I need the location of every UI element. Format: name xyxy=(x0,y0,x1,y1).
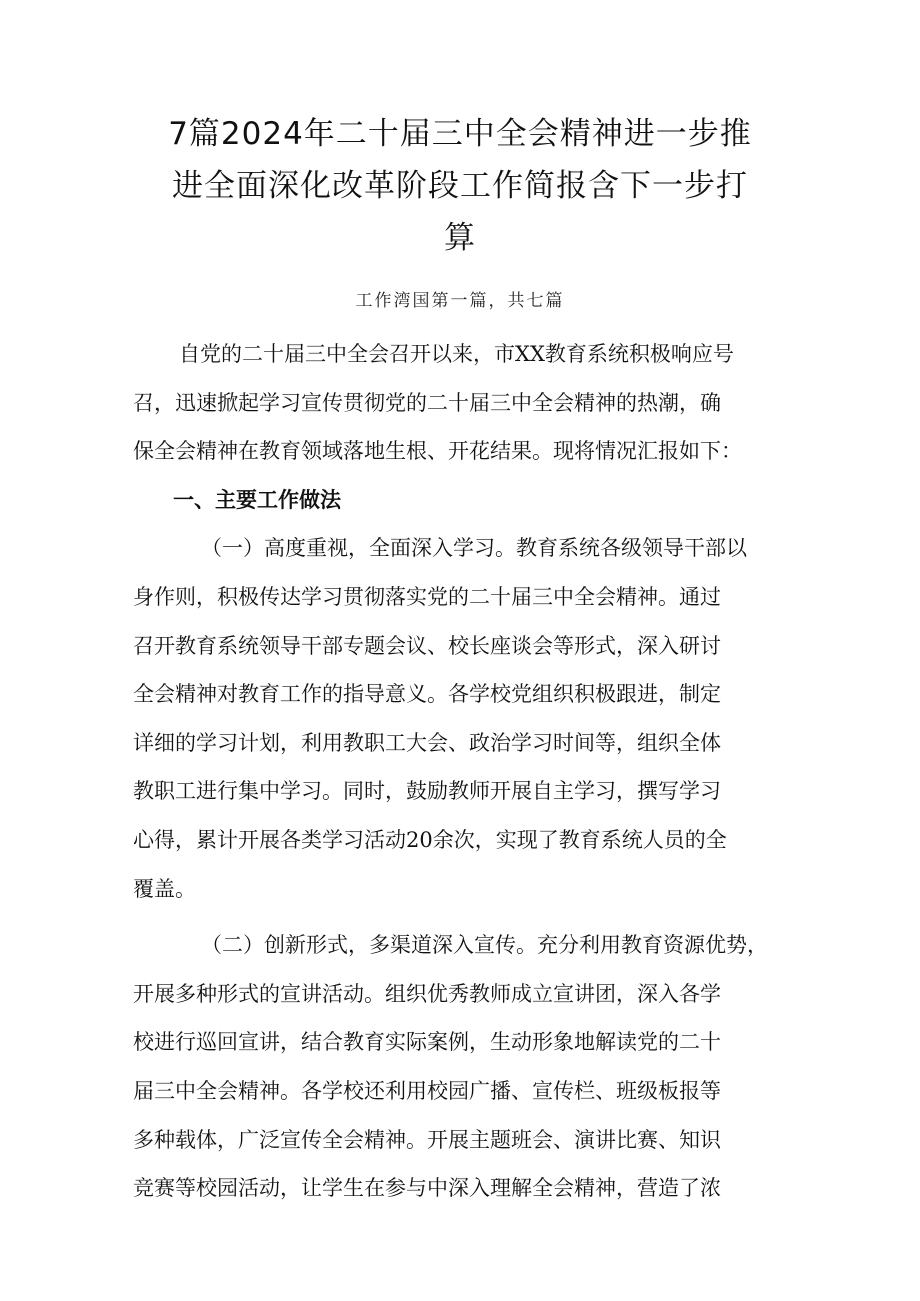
text-line: （二）创新形式，多渠道深入宣传。充分利用教育资源优势， xyxy=(201,933,768,958)
text-line: 详细的学习计划，利用教职工大会、政治学习时间等，组织全体 xyxy=(133,730,721,755)
text-line: 校进行巡回宣讲，结合教育实际案例，生动形象地解读党的二十 xyxy=(133,1030,721,1055)
text-line: 自党的二十届三中全会召开以来，市XX教育系统积极响应号 xyxy=(179,342,734,366)
paragraph-study xyxy=(133,524,799,913)
title-line: 算 xyxy=(444,220,476,256)
text-line: 覆盖。 xyxy=(133,876,196,901)
paragraph-intro xyxy=(133,330,799,476)
paragraph-gap xyxy=(133,913,799,921)
text-line: 多种载体，广泛宣传全会精神。开展主题班会、演讲比赛、知识 xyxy=(133,1127,721,1152)
text-line: 届三中全会精神。各学校还利用校园广播、宣传栏、班级板报等 xyxy=(133,1078,721,1103)
text-line: 召，迅速掀起学习宣传贯彻党的二十届三中全会精神的热潮，确 xyxy=(133,390,721,415)
document-body xyxy=(133,330,799,1213)
text-line: 全会精神对教育工作的指导意义。各学校党组织积极跟进，制定 xyxy=(133,682,721,707)
text-line: 心得，累计开展各类学习活动20余次，实现了教育系统人员的全 xyxy=(133,827,727,852)
text-line: （一）高度重视，全面深入学习。教育系统各级领导干部以 xyxy=(201,536,747,561)
section-heading: 一、主要工作做法 xyxy=(173,487,341,512)
text-line: 开展多种形式的宣讲活动。组织优秀教师成立宣讲团，深入各学 xyxy=(133,981,721,1006)
document-title xyxy=(120,108,800,264)
title-line: 进全面深化改革阶段工作简报含下一步打 xyxy=(172,168,748,204)
text-line: 竞赛等校园活动，让学生在参与中深入理解全会精神，营造了浓 xyxy=(133,1176,721,1201)
text-line: 教职工进行集中学习。同时，鼓励教师开展自主学习，撰写学习 xyxy=(133,779,721,804)
document-subtitle: 工作湾国第一篇，共七篇 xyxy=(355,291,565,311)
text-line: 身作则，积极传达学习贯彻落实党的二十届三中全会精神。通过 xyxy=(133,584,721,609)
paragraph-promotion xyxy=(133,921,799,1213)
title-line: 7篇2024年二十届三中全会精神进一步推 xyxy=(168,116,752,152)
text-line: 保全会精神在教育领域落地生根、开花结果。现将情况汇报如下： xyxy=(133,439,742,464)
text-line: 召开教育系统领导干部专题会议、校长座谈会等形式，深入研讨 xyxy=(133,633,721,658)
